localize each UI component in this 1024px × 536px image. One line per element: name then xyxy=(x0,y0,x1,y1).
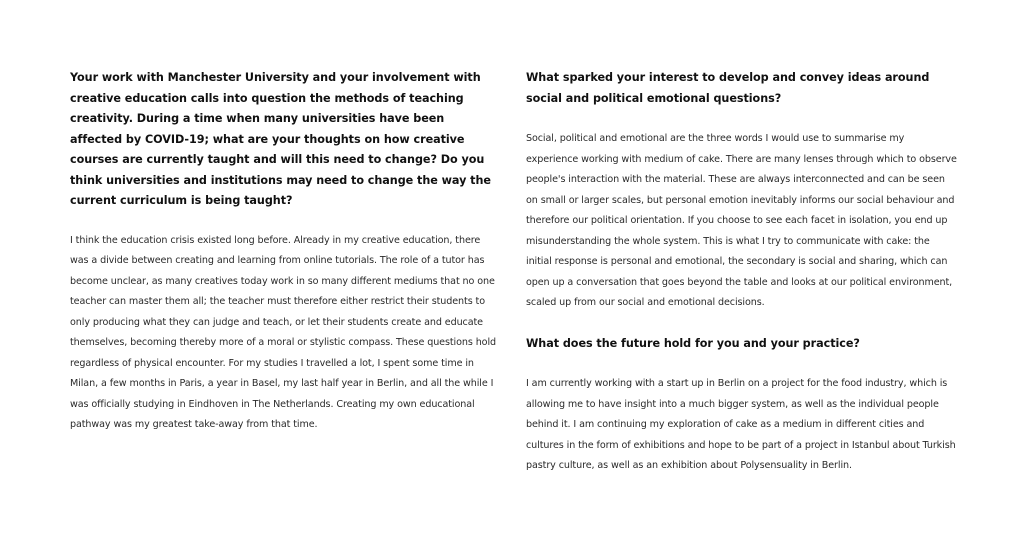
answer-social-political: Social, political and emotional are the three words I would use to summarise my experience working with medium of cake. There are many lenses through which to observe people's interaction with the material. These are always interconnected and can be seen on small or larger scales, but personal emotion inevitably informs our social behaviour and therefore our political orientation. If you choose to see each facet in isolation, you end up misunderstanding the whole system. This is what I try to communicate with cake: the initial response is personal and emotional, the secondary is social and sharing, which can open up a conversation that goes beyond the table and looks at our political environment, scaled up from our social and emotional decisions. xyxy=(526,133,957,308)
left-column xyxy=(70,68,500,436)
question-education: Your work with Manchester University and your involvement with creative education calls into question the methods of teaching creativity. During a time when many universities have been affected by COVID-19; what are your thoughts on how creative courses are currently taught and will this need to change? Do you think universities and institutions may need to change the way the current curriculum is being taught? xyxy=(70,71,491,207)
answer-future: I am currently working with a start up in Berlin on a project for the food industry, which is allowing me to have insight into a much bigger system, as well as the individual people behind it. I am continuing my exploration of cake as a medium in different cities and cultures in the form of exhibitions and hope to be part of a project in Istanbul about Turkish pastry culture, as well as an exhibition about Polysensuality in Berlin. xyxy=(526,378,956,471)
answer-education: I think the education crisis existed long before. Already in my creative education, there was a divide between creating and learning from online tutorials. The role of a tutor has become unclear, as many creatives today work in so many different mediums that no one teacher can master them all; the teacher must therefore either restrict their students to only producing what they can judge and teach, or let their students create and educate themselves, becoming thereby more of a moral or stylistic compass. These questions hold regardless of physical encounter. For my studies I travelled a lot, I spent some time in Milan, a few months in Paris, a year in Basel, my last half year in Berlin, and all the while I was officially studying in Eindhoven in The Netherlands. Creating my own educational pathway was my greatest take-away from that time. xyxy=(70,234,497,430)
question-future: What does the future hold for you and your practice? xyxy=(526,336,860,350)
right-column xyxy=(526,68,958,477)
question-social-political: What sparked your interest to develop and convey ideas around social and political emotional questions? xyxy=(526,71,930,105)
